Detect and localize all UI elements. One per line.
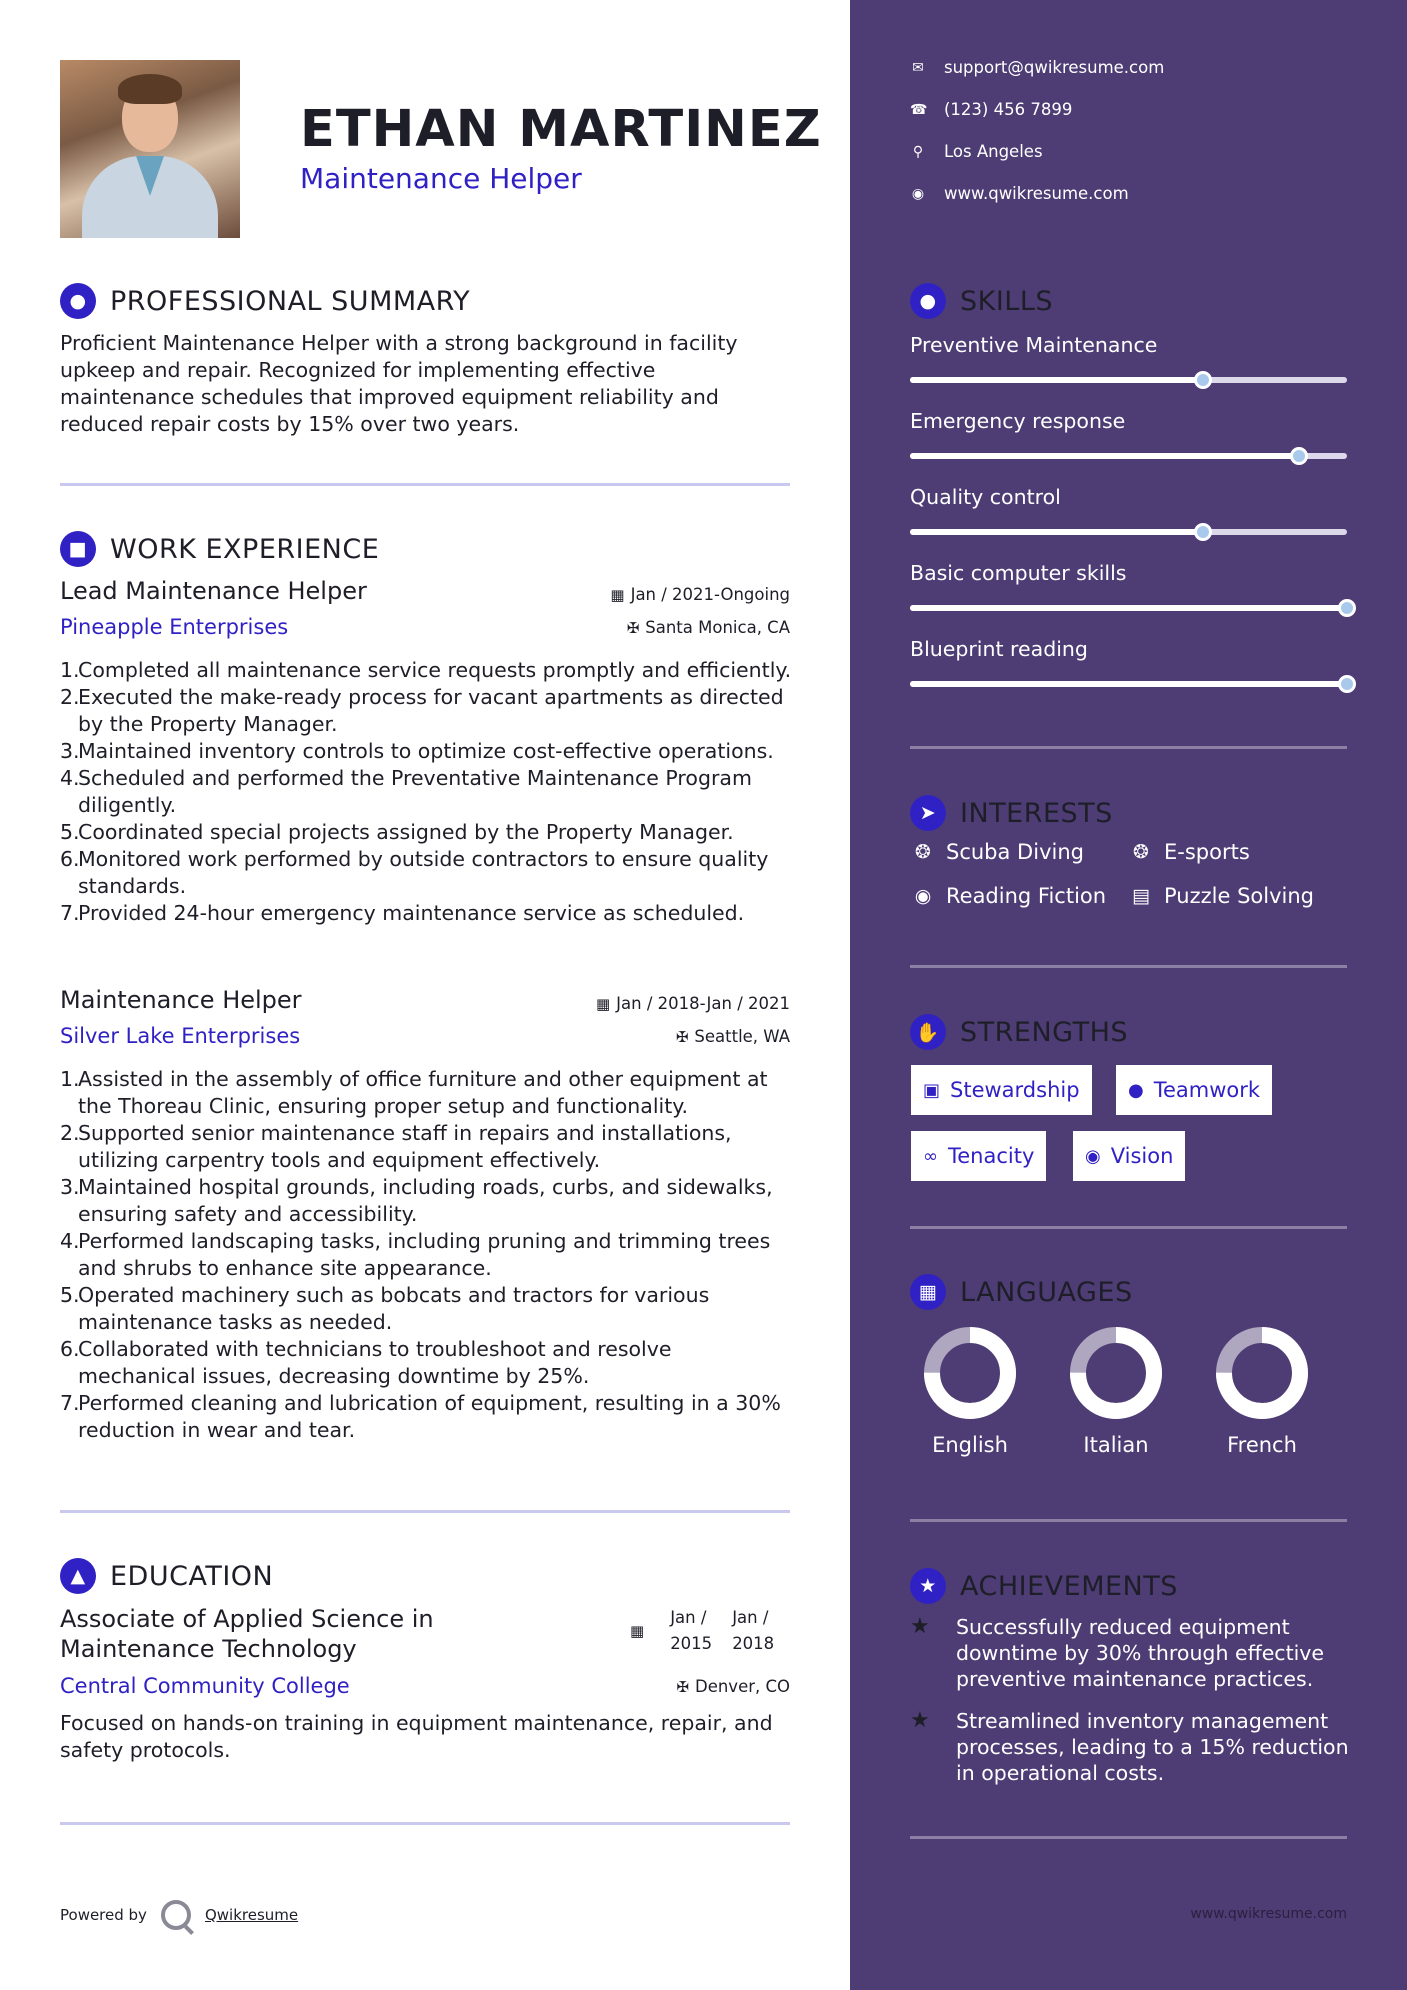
language-proficiency-ring — [1068, 1325, 1164, 1421]
language-label: French — [1227, 1433, 1297, 1457]
interests-heading: ➤ INTERESTS — [910, 795, 1113, 831]
skill-level-knob — [1194, 523, 1212, 541]
shooting-star-icon: ★ — [910, 1708, 930, 1733]
interest-item: ❂ E-sports — [1128, 840, 1250, 864]
skill-level-knob — [1290, 447, 1308, 465]
section-divider — [910, 965, 1347, 968]
calendar-icon: ▦ — [595, 995, 611, 1013]
skill-label: Blueprint reading — [910, 637, 1088, 661]
skill-bar — [910, 377, 1347, 383]
binoculars-icon: ◉ — [1085, 1145, 1101, 1167]
skill-level-knob — [1338, 675, 1356, 693]
list-item: 1. Completed all maintenance service requests promptly and efficiently. — [60, 658, 792, 682]
section-divider — [60, 483, 790, 486]
job-date: ▦ Jan / 2018-Jan / 2021 — [595, 994, 790, 1013]
list-item: 6. Collaborated with technicians to troubleshoot and resolve mechanical issues, decreasing downtime by 25%. — [60, 1337, 672, 1388]
skill-level-knob — [1338, 599, 1356, 617]
education-dates: ▦ Jan / 2015 Jan / 2018 — [630, 1608, 775, 1653]
education-text: Focused on hands-on training in equipment maintenance, repair, and safety protocols. — [60, 1711, 773, 1762]
job-title: Lead Maintenance Helper — [60, 577, 367, 605]
job-responsibilities — [60, 657, 795, 927]
skill-label: Quality control — [910, 485, 1061, 509]
lightbulb-icon: ● — [910, 283, 946, 319]
skill-label: Basic computer skills — [910, 561, 1127, 585]
life-ring-icon: ❂ — [915, 841, 931, 863]
strength-tag: ∞ Tenacity — [911, 1131, 1046, 1181]
language-label: English — [932, 1433, 1008, 1457]
list-item: 3. Maintained inventory controls to optimize cost-effective operations. — [60, 739, 774, 763]
list-item: 6. Monitored work performed by outside contractors to ensure quality standards. — [60, 847, 769, 898]
skill-bar — [910, 681, 1347, 687]
list-item: 5. Operated machinery such as bobcats and tractors for various maintenance tasks as needed. — [60, 1283, 710, 1334]
skill-label: Emergency response — [910, 409, 1126, 433]
interest-item: ▤ Puzzle Solving — [1128, 884, 1314, 908]
experience-heading: ■ WORK EXPERIENCE — [60, 531, 379, 567]
link-icon: ∞ — [923, 1145, 938, 1167]
list-item: 2. Supported senior maintenance staff in repairs and installations, utilizing carpentry tools and equipment effectively. — [60, 1121, 732, 1172]
section-divider — [910, 1226, 1347, 1229]
user-icon: ● — [60, 283, 96, 319]
section-divider — [910, 1836, 1347, 1839]
pin-icon: ✠ — [626, 619, 640, 637]
school-name: Central Community College — [60, 1674, 350, 1698]
skill-label: Preventive Maintenance — [910, 333, 1158, 357]
contact-phone[interactable]: ☎ (123) 456 7899 — [910, 100, 1073, 119]
phone-icon: ☎ — [910, 101, 928, 118]
star-badge-icon: ★ — [910, 1568, 946, 1604]
skill-bar — [910, 605, 1347, 611]
pin-icon: ✠ — [676, 1678, 689, 1696]
education-heading: ▲ EDUCATION — [60, 1558, 273, 1594]
candidate-title: Maintenance Helper — [300, 162, 582, 195]
shooting-star-icon: ★ — [910, 1614, 930, 1639]
envelope-icon: ✉ — [912, 59, 924, 76]
map-marker-icon: ⚲ — [912, 143, 924, 160]
paper-plane-icon: ➤ — [910, 795, 946, 831]
gamepad-icon: ◉ — [914, 885, 932, 907]
skills-heading: ● SKILLS — [910, 283, 1053, 319]
strength-tag: ◉ Vision — [1073, 1131, 1185, 1181]
languages-heading: ▦ LANGUAGES — [910, 1274, 1133, 1310]
graduate-icon: ▲ — [60, 1558, 96, 1594]
qwikresume-logo-icon — [161, 1900, 191, 1930]
list-item: 7. Performed cleaning and lubrication of equipment, resulting in a 30% reduction in wear and tear. — [60, 1391, 781, 1442]
list-item: 7. Provided 24-hour emergency maintenance service as scheduled. — [60, 901, 745, 925]
footer-website[interactable]: www.qwikresume.com — [1190, 1906, 1347, 1922]
briefcase-icon: ▣ — [923, 1079, 941, 1101]
fist-icon: ✋ — [910, 1014, 946, 1050]
footer-branding: Powered by Qwikresume — [60, 1900, 298, 1930]
job-company: Silver Lake Enterprises — [60, 1024, 301, 1048]
contact-location: ⚲ Los Angeles — [910, 142, 1043, 161]
list-item: 5. Coordinated special projects assigned by the Property Manager. — [60, 820, 734, 844]
skill-bar — [910, 453, 1347, 459]
book-icon: ▤ — [1132, 885, 1150, 907]
brand-link[interactable]: Qwikresume — [204, 1906, 299, 1924]
globe-icon: ◉ — [911, 185, 925, 202]
achievements-heading: ★ ACHIEVEMENTS — [910, 1568, 1178, 1604]
list-item: 3. Maintained hospital grounds, including roads, curbs, and sidewalks, ensuring safety and accessibility. — [60, 1175, 773, 1226]
language-item — [1212, 1325, 1312, 1457]
contact-email[interactable]: ✉ support@qwikresume.com — [910, 58, 1164, 77]
skill-bar-fill — [910, 529, 1203, 535]
section-divider — [60, 1510, 790, 1513]
job-date: ▦ Jan / 2021-Ongoing — [610, 585, 790, 604]
job-location: ✠ Santa Monica, CA — [626, 618, 790, 637]
skill-bar-fill — [910, 453, 1299, 459]
education-location: ✠ Denver, CO — [676, 1677, 790, 1696]
calendar-icon: ▦ — [630, 1622, 645, 1640]
strength-tag: ▣ Stewardship — [911, 1065, 1092, 1115]
candidate-name: ETHAN MARTINEZ — [300, 100, 822, 159]
language-proficiency-ring — [1214, 1325, 1310, 1421]
achievement-item: ★ Successfully reduced equipment downtime by 30% through effective preventive maintenance practices. — [910, 1614, 1325, 1691]
contact-website[interactable]: ◉ www.qwikresume.com — [911, 184, 1129, 203]
language-item — [1066, 1325, 1166, 1457]
profile-photo — [60, 60, 240, 238]
skill-bar-fill — [910, 377, 1203, 383]
skill-bar — [910, 529, 1347, 535]
interest-item: ❂ Scuba Diving — [910, 840, 1084, 864]
life-ring-icon: ❂ — [1133, 841, 1149, 863]
section-divider — [910, 746, 1347, 749]
strength-tag: ● Teamwork — [1116, 1065, 1272, 1115]
section-divider — [60, 1822, 790, 1825]
language-proficiency-ring — [922, 1325, 1018, 1421]
skill-level-knob — [1194, 371, 1212, 389]
job-title: Maintenance Helper — [60, 986, 302, 1014]
list-item: 4. Scheduled and performed the Preventative Maintenance Program diligently. — [60, 766, 752, 817]
list-item: 4. Performed landscaping tasks, including pruning and trimming trees and shrubs to enhance site appearance. — [60, 1229, 771, 1280]
degree-title: Associate of Applied Science in Maintenance Technology — [60, 1605, 434, 1663]
skill-bar-fill — [910, 605, 1347, 611]
language-icon: ▦ — [910, 1274, 946, 1310]
job-responsibilities — [60, 1066, 795, 1444]
job-location: ✠ Seattle, WA — [675, 1027, 790, 1046]
briefcase-icon: ■ — [60, 531, 96, 567]
users-icon: ● — [1128, 1079, 1144, 1101]
list-item: 1. Assisted in the assembly of office furniture and other equipment at the Thoreau Clinic, ensuring proper setup and functionality. — [60, 1067, 768, 1118]
summary-text: Proficient Maintenance Helper with a strong background in facility upkeep and repair. Recognized for implementing effective maintenance schedules that improved equipment reliability and reduced repair costs by 15% over two years. — [60, 331, 738, 436]
skill-bar-fill — [910, 681, 1347, 687]
section-divider — [910, 1519, 1347, 1522]
calendar-icon: ▦ — [610, 586, 625, 604]
achievement-item: ★ Streamlined inventory management processes, leading to a 15% reduction in operational costs. — [910, 1708, 1349, 1785]
interest-item: ◉ Reading Fiction — [910, 884, 1106, 908]
summary-heading: ● PROFESSIONAL SUMMARY — [60, 283, 470, 319]
language-label: Italian — [1083, 1433, 1149, 1457]
job-company: Pineapple Enterprises — [60, 615, 289, 639]
language-item — [920, 1325, 1020, 1457]
strengths-heading: ✋ STRENGTHS — [910, 1014, 1128, 1050]
pin-icon: ✠ — [675, 1028, 689, 1046]
list-item: 2. Executed the make-ready process for vacant apartments as directed by the Property Manager. — [60, 685, 784, 736]
